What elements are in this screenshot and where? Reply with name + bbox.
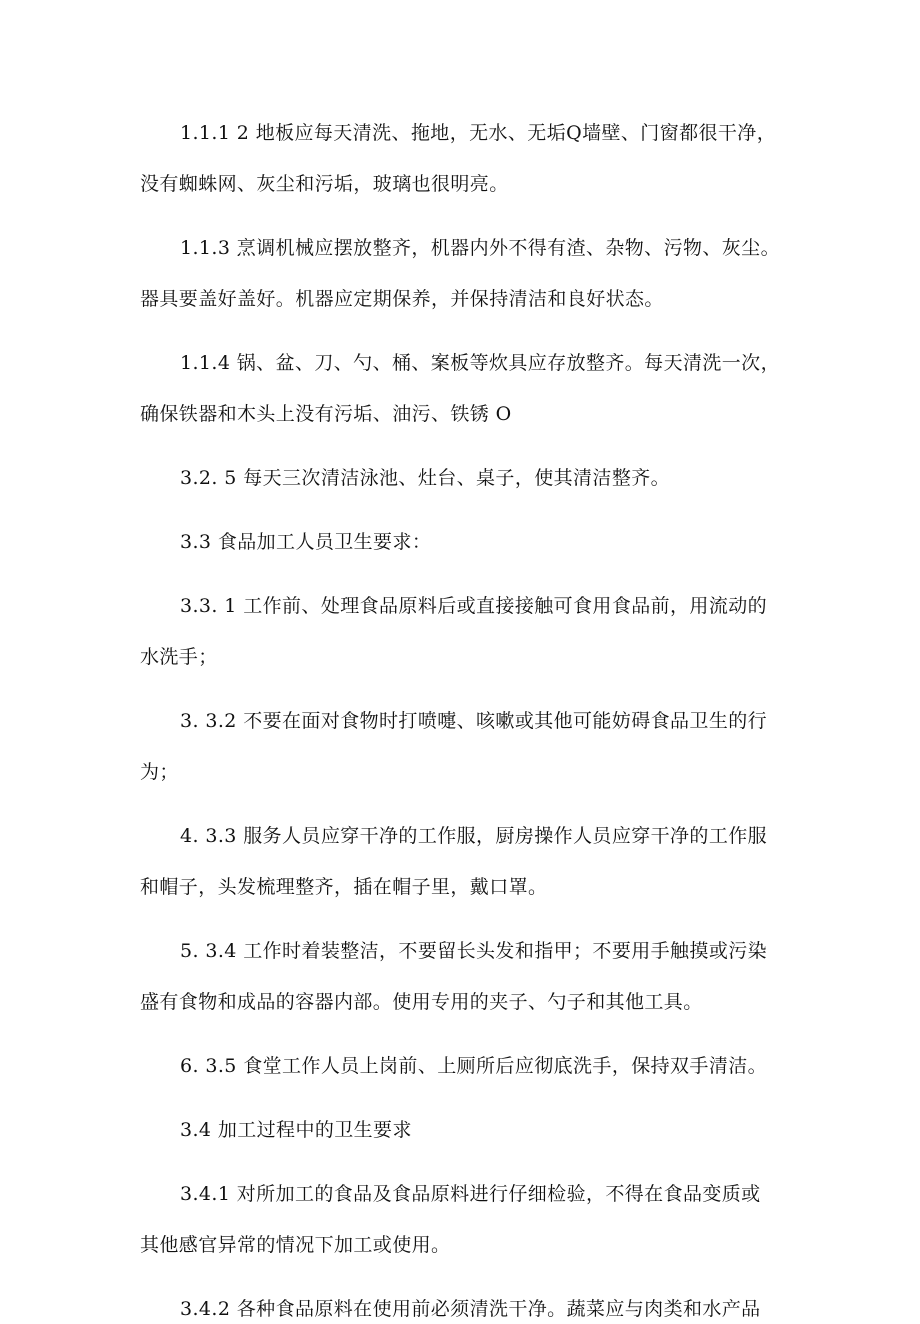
paragraph-line: 1.1.4 锅、盆、刀、勺、桶、案板等炊具应存放整齐。每天清洗一次， <box>180 352 780 374</box>
paragraph-line: 6. 3.5 食堂工作人员上岗前、上厕所后应彻底洗手，保持双手清洁。 <box>180 1055 768 1077</box>
paragraph-1-1-4 <box>140 348 800 429</box>
paragraph-line: 其他感官异常的情况下加工或使用。 <box>140 1234 451 1256</box>
paragraph-3-4-2 <box>140 1294 800 1324</box>
paragraph-1-1-1-2 <box>140 118 800 199</box>
paragraph-3-3-2 <box>140 706 800 787</box>
paragraph-line: 4. 3.3 服务人员应穿干净的工作服，厨房操作人员应穿干净的工作服 <box>180 825 768 847</box>
document-body <box>140 118 800 1324</box>
paragraph-line: 1.1.1 2 地板应每天清洗、拖地，无水、无垢Q墙壁、门窗都很干净， <box>180 122 777 144</box>
paragraph-line: 1.1.3 烹调机械应摆放整齐，机器内外不得有渣、杂物、污物、灰尘。 <box>180 237 780 259</box>
paragraph-3-4-1 <box>140 1179 800 1260</box>
paragraph-line: 3.4.2 各种食品原料在使用前必须清洗干净。蔬菜应与肉类和水产品 <box>180 1298 761 1320</box>
paragraph-line: 盛有食物和成品的容器内部。使用专用的夹子、勺子和其他工具。 <box>140 991 703 1013</box>
paragraph-line: 5. 3.4 工作时着装整洁，不要留长头发和指甲；不要用手触摸或污染 <box>180 940 768 962</box>
paragraph-1-1-3 <box>140 233 800 314</box>
paragraph-4-3-3 <box>140 821 800 902</box>
paragraph-line: 3.3 食品加工人员卫生要求： <box>180 531 432 553</box>
section-heading-3-4 <box>140 1115 800 1145</box>
paragraph-3-3-1 <box>140 591 800 672</box>
paragraph-line: 和帽子，头发梳理整齐，插在帽子里，戴口罩。 <box>140 876 548 898</box>
paragraph-3-2-5 <box>140 463 800 493</box>
paragraph-line: 水洗手； <box>140 646 218 668</box>
paragraph-6-3-5 <box>140 1051 800 1081</box>
paragraph-line: 为； <box>140 761 179 783</box>
paragraph-line: 器具要盖好盖好。机器应定期保养，并保持清洁和良好状态。 <box>140 288 664 310</box>
paragraph-line: 3.4.1 对所加工的食品及食品原料进行仔细检验，不得在食品变质或 <box>180 1183 761 1205</box>
paragraph-line: 3.4 加工过程中的卫生要求 <box>180 1119 412 1141</box>
paragraph-5-3-4 <box>140 936 800 1017</box>
paragraph-line: 3. 3.2 不要在面对食物时打喷嚏、咳嗽或其他可能妨碍食品卫生的行 <box>180 710 768 732</box>
paragraph-line: 3.2. 5 每天三次清洁泳池、灶台、桌子，使其清洁整齐。 <box>180 467 671 489</box>
paragraph-line: 没有蜘蛛网、灰尘和污垢，玻璃也很明亮。 <box>140 173 509 195</box>
paragraph-line: 确保铁器和木头上没有污垢、油污、铁锈 O <box>140 403 512 425</box>
section-heading-3-3 <box>140 527 800 557</box>
paragraph-line: 3.3. 1 工作前、处理食品原料后或直接接触可食用食品前，用流动的 <box>180 595 768 617</box>
